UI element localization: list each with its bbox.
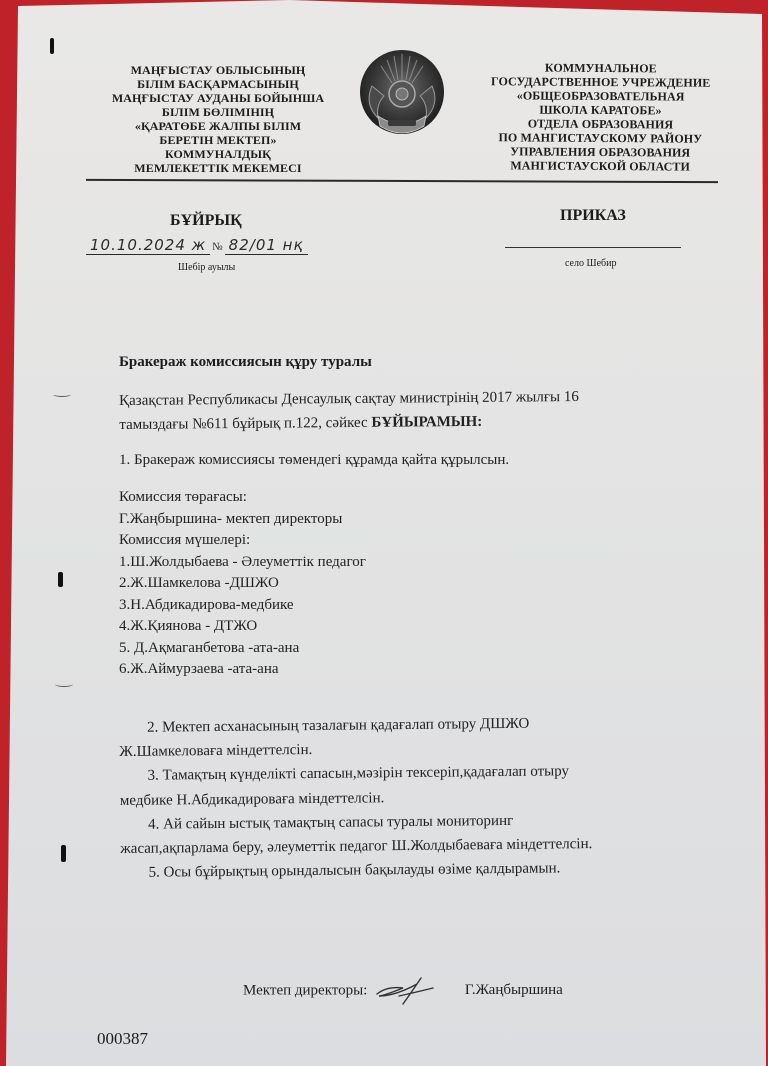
header-kz-line: МАҢҒЫСТАУ ОБЛЫСЫНЫҢ [130, 63, 306, 77]
member-item: 6.Ж.Аймурзаева -ата-ана [119, 661, 279, 677]
paper-mark [53, 392, 71, 397]
order-date: 10.10.2024 ж [86, 236, 210, 255]
order-item: 4. Ай сайын ыстық тамақтың сапасы туралы мониторинг [148, 812, 514, 833]
header-institution-kz [98, 63, 338, 175]
signature-label: Мектеп директоры: [243, 982, 368, 999]
order-date-number [86, 236, 356, 254]
order-type-ru: ПРИКАЗ [560, 207, 626, 224]
order-verb: БҰЙЫРАМЫН: [371, 413, 483, 431]
header-kz-line: КОММУНАЛДЫҚ [165, 147, 271, 161]
header-ru-line: КОММУНАЛЬНОЕ [544, 60, 657, 76]
paper-mark [55, 682, 73, 687]
chair-label: Комиссия төрағасы: [119, 489, 247, 505]
document-serial-number: 000387 [97, 1029, 148, 1048]
basis-line [119, 410, 699, 435]
header-ru-line: ОТДЕЛА ОБРАЗОВАНИЯ [527, 116, 674, 132]
legal-basis [119, 386, 699, 439]
order-item: 3. Тамақтың күнделікті сапасын,мәзірін тексеріп,қадағалап отыру [147, 763, 570, 785]
place-kz: Шебір ауылы [178, 262, 236, 273]
number-sign: № [212, 241, 223, 253]
punch-mark [58, 572, 63, 587]
chair-name: Г.Жаңбыршина- мектеп директоры [119, 510, 343, 527]
member-item: 3.Н.Абдикадирова-медбике [119, 596, 294, 613]
order-number: 82/01 нқ [225, 236, 308, 255]
place-ru: село Шебир [565, 258, 617, 269]
order-item: 2. Мектеп асханасының тазалағын қадағалап отыру ДШЖО [147, 715, 530, 736]
state-emblem-icon [358, 46, 446, 140]
header-ru-line: ГОСУДАРСТВЕННОЕ УЧРЕЖДЕНИЕ [491, 74, 711, 90]
members-label: Комиссия мүшелері: [119, 532, 251, 548]
order-item-cont: медбике Н.Абдикадироваға міндеттелсін. [119, 789, 385, 809]
header-ru-line: УПРАВЛЕНИЯ ОБРАЗОВАНИЯ [510, 144, 691, 160]
commission-list [119, 487, 366, 681]
header-ru-line: ШКОЛА КАРАТОБЕ» [539, 102, 662, 118]
header-kz-line: «ҚАРАТӨБЕ ЖАЛПЫ БІЛІМ [134, 119, 302, 133]
header-kz-line: МЕМЛЕКЕТТІК МЕКЕМЕСІ [134, 161, 302, 175]
member-item: 1.Ш.Жолдыбаева - Әлеуметтік педагог [119, 553, 366, 570]
handwritten-signature-icon [373, 976, 437, 1006]
punch-mark [50, 38, 54, 54]
order-item: 5. Осы бұйрықтың орындалысын бақылауды өзіме қалдырамын. [148, 860, 561, 881]
director-name: Г.Жаңбыршина [464, 982, 563, 999]
blank-line-ru [505, 247, 681, 248]
basis-line: Қазақстан Республикасы Денсаулық сақтау министрінің 2017 жылғы 16 [119, 388, 579, 409]
header-ru-line: МАНГИСТАУСКОЙ ОБЛАСТИ [510, 158, 691, 174]
header-ru-line: ПО МАНГИСТАУСКОМУ РАЙОНУ [498, 130, 703, 146]
document-title: Бракераж комиссиясын құру туралы [119, 354, 372, 370]
order-items [119, 710, 741, 886]
header-kz-line: МАҢҒЫСТАУ АУДАНЫ БОЙЫНША [111, 91, 325, 105]
header-kz-line: БЕРЕТІН МЕКТЕП» [159, 133, 277, 147]
order-item-1: 1. Бракераж комиссиясы төмендегі құрамда қайта құрылсын. [119, 452, 510, 468]
member-item: 2.Ж.Шамкелова -ДШЖО [119, 575, 279, 591]
signature-block [243, 976, 563, 1006]
basis-text: тамыздағы №611 бұйрық п.122, сәйкес [119, 414, 372, 433]
header-institution-ru [478, 60, 724, 174]
header-kz-line: БІЛІМ БӨЛІМІНІҢ [161, 105, 275, 119]
member-item: 4.Ж.Қиянова - ДТЖО [119, 618, 258, 634]
punch-mark [61, 845, 66, 862]
header-kz-line: БІЛІМ БАСҚАРМАСЫНЫҢ [137, 77, 299, 91]
order-item-cont: жасап,ақпарлама беру, әлеуметтік педагог Ш.Жолдыбаеваға міндеттелсін. [120, 836, 593, 858]
order-item-cont: Ж.Шамкеловаға міндеттелсін. [119, 742, 313, 761]
header-ru-line: «ОБЩЕОБРАЗОВАТЕЛЬНАЯ [516, 88, 685, 104]
member-item: 5. Д.Ақмаганбетова -ата-ана [119, 639, 300, 656]
order-type-kz: БҰЙРЫҚ [170, 212, 242, 229]
